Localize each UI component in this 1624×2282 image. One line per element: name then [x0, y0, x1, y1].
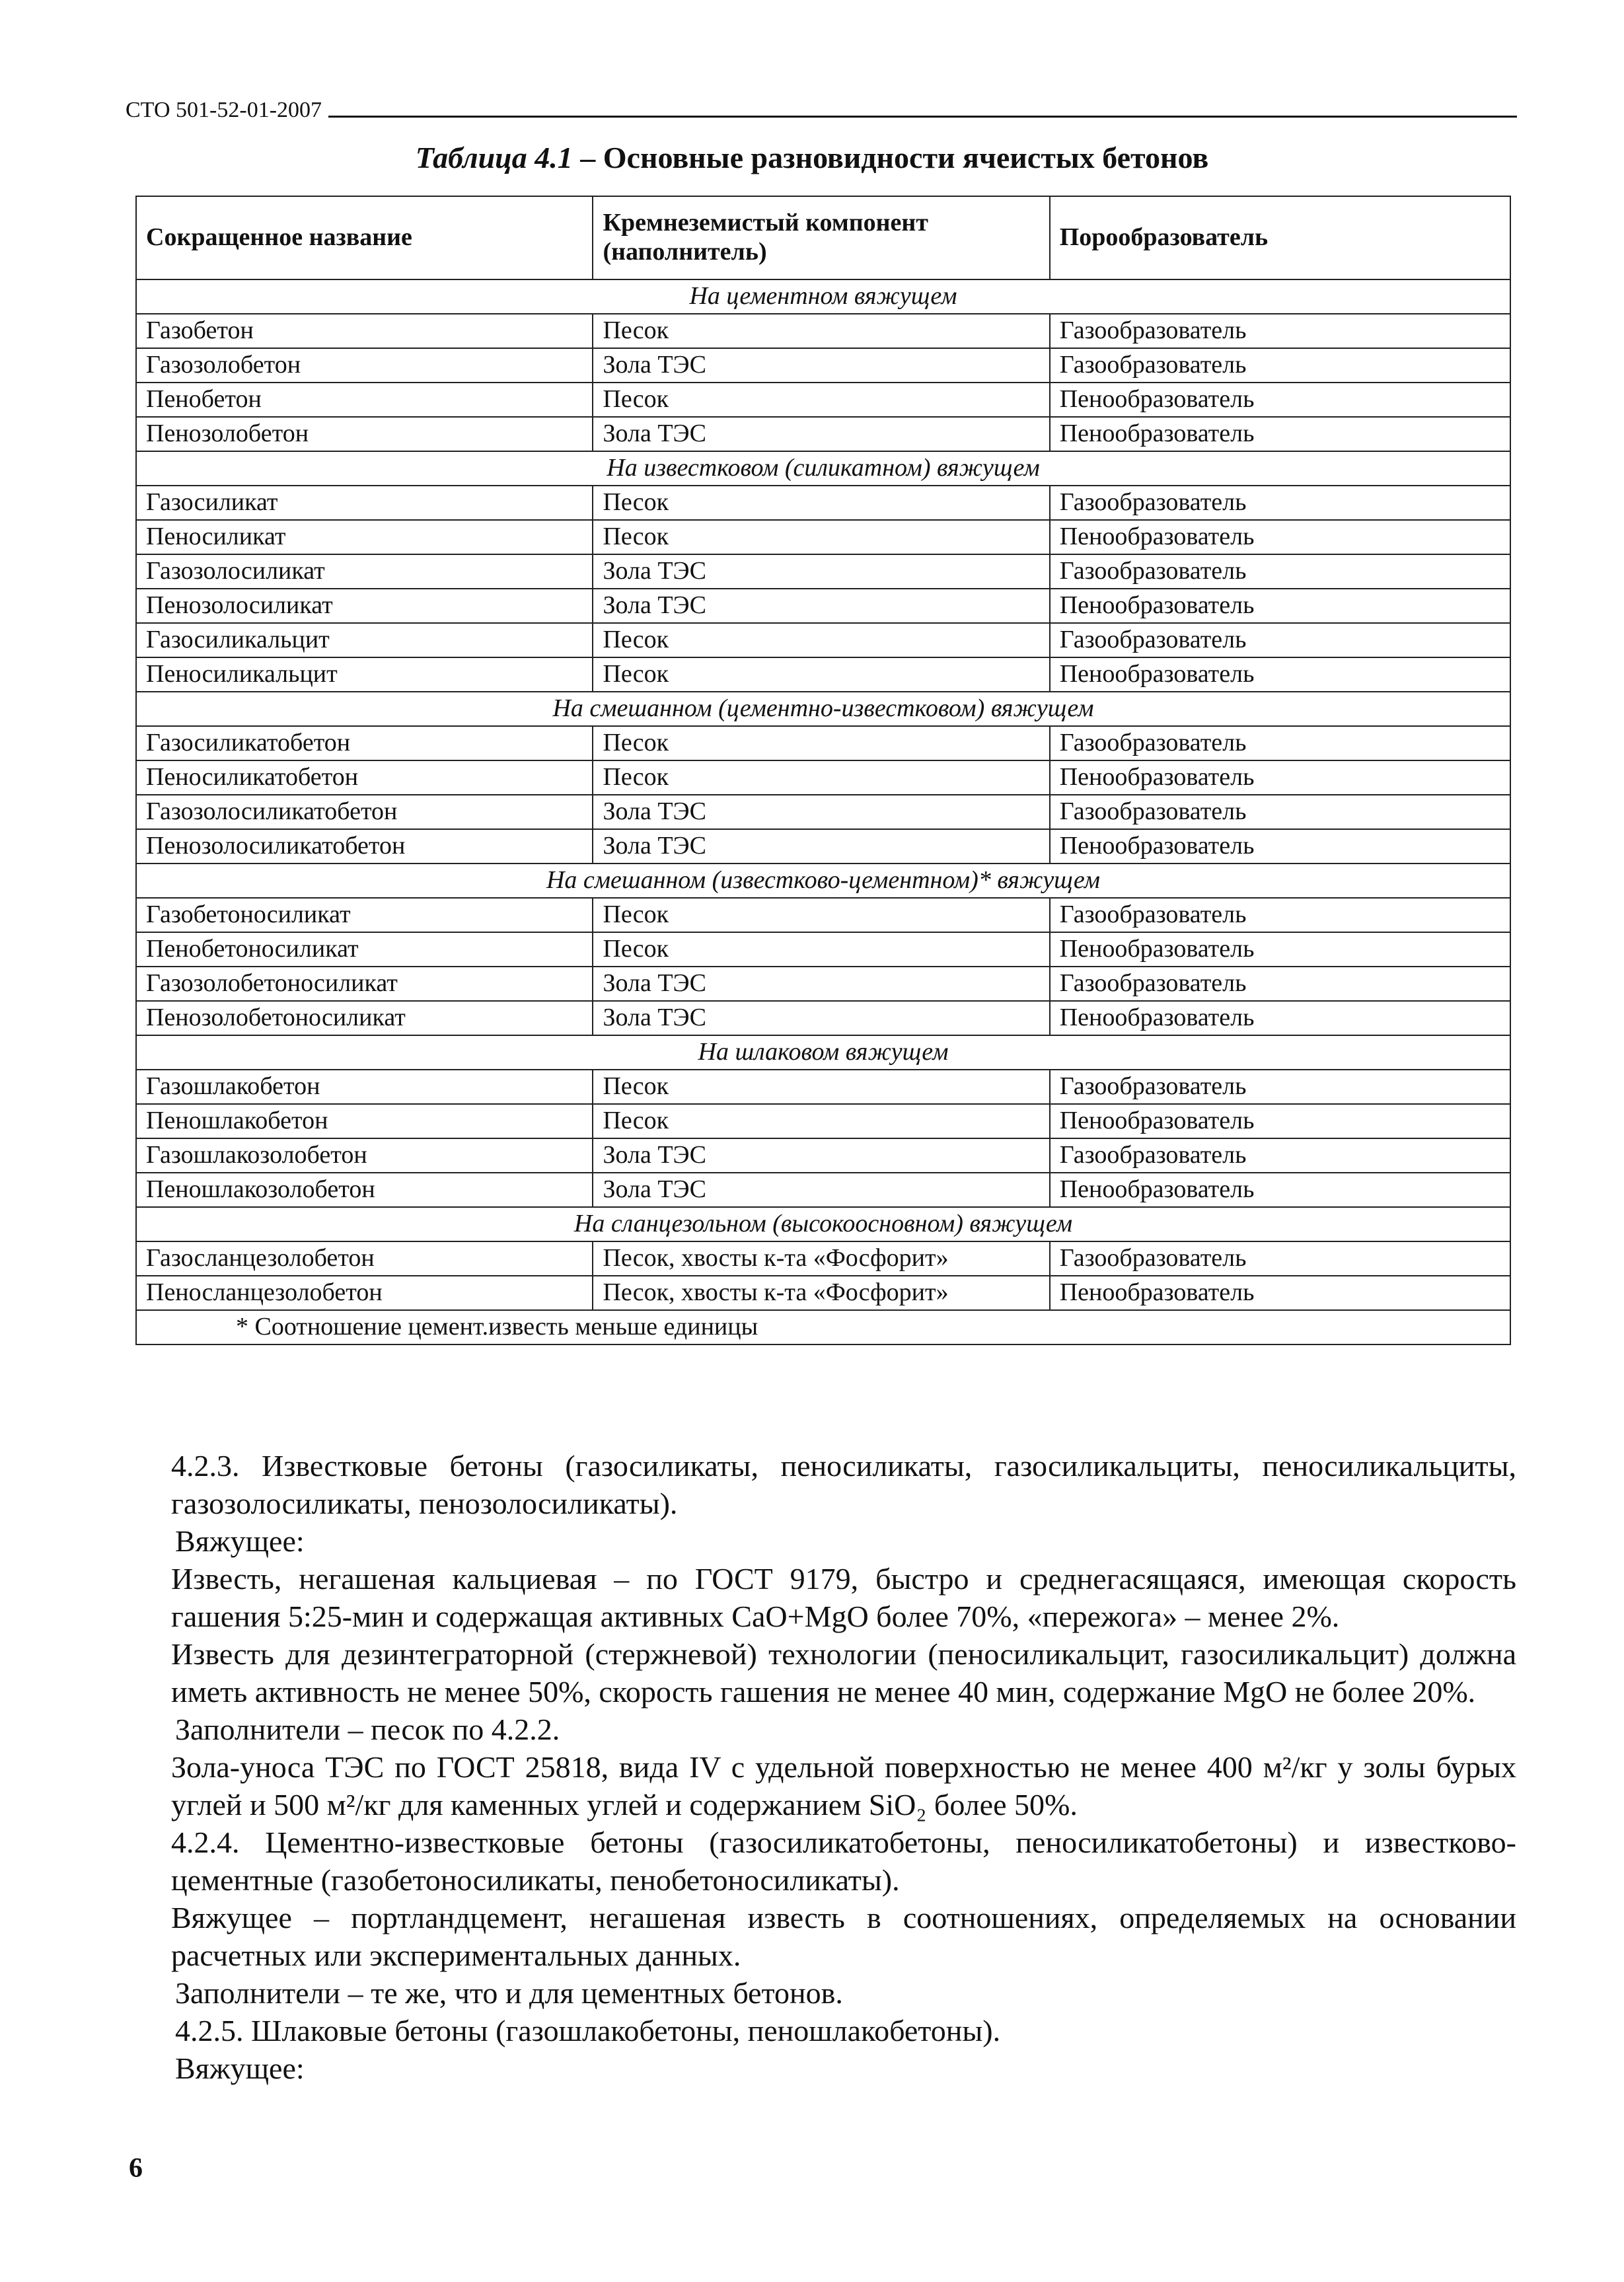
- cell-silica-component: Зола ТЭС: [593, 1001, 1049, 1035]
- cell-pore-former: Газообразователь: [1050, 1138, 1510, 1173]
- cell-silica-component: Зола ТЭС: [593, 1138, 1049, 1173]
- cell-pore-former: Пенообразователь: [1050, 932, 1510, 967]
- cell-silica-component: Зола ТЭС: [593, 348, 1049, 383]
- cell-pore-former: Газообразователь: [1050, 554, 1510, 589]
- table-row: [136, 760, 1510, 795]
- cell-short-name: Газосиликат: [136, 486, 593, 520]
- group-title: На смешанном (известково-цементном)* вяжущем: [136, 864, 1510, 898]
- cell-short-name: Газошлакозолобетон: [136, 1138, 593, 1173]
- cell-silica-component: Песок: [593, 1104, 1049, 1138]
- paragraph-lime: Известь, негашеная кальциевая – по ГОСТ 9179, быстро и среднегасящаяся, имеющая скорость гашения 5:25-мин и содержащая активных CaO+MgO более 70%, «пережога» – менее 2%.: [171, 1562, 1516, 1633]
- group-row: [136, 1207, 1510, 1241]
- cell-pore-former: Пенообразователь: [1050, 589, 1510, 623]
- cell-pore-former: Пенообразователь: [1050, 657, 1510, 692]
- paragraph-fillers-same: Заполнители – те же, что и для цементных бетонов.: [175, 1976, 843, 2010]
- cell-silica-component: Зола ТЭС: [593, 417, 1049, 451]
- cell-pore-former: Пенообразователь: [1050, 1276, 1510, 1310]
- cell-silica-component: Песок: [593, 383, 1049, 417]
- paragraph-4-2-5: 4.2.5. Шлаковые бетоны (газошлакобетоны, пеношлакобетоны).: [175, 2014, 1001, 2047]
- paragraph-fly-ash: Зола-уноса ТЭС по ГОСТ 25818, вида IV с удельной поверхностью не менее 400 м²/кг у золы бурых углей и 500 м²/кг для каменных углей и содержанием SiO₂ более 50%.: [171, 1750, 1516, 1822]
- cell-short-name: Пенозолосиликат: [136, 589, 593, 623]
- paragraph-4-2-3: 4.2.3. Известковые бетоны (газосиликаты, пеносиликаты, газосиликальциты, пеносиликальциты, газозолосиликаты, пенозолосиликаты).: [171, 1449, 1516, 1520]
- table-row: [136, 829, 1510, 864]
- table-body: [136, 279, 1510, 1344]
- table-row: [136, 348, 1510, 383]
- cell-silica-component: Песок, хвосты к-та «Фосфорит»: [593, 1276, 1049, 1310]
- group-title: На известковом (силикатном) вяжущем: [136, 451, 1510, 486]
- group-title: На смешанном (цементно-известковом) вяжущем: [136, 692, 1510, 726]
- paragraph-binder-cement-lime: Вяжущее – портландцемент, негашеная известь в соотношениях, определяемых на основании расчетных или экспериментальных данных.: [171, 1901, 1516, 1972]
- header-silica-component: Кремнеземистый компонент (наполнитель): [593, 196, 1049, 279]
- paragraph-4-2-4: 4.2.4. Цементно-известковые бетоны (газосиликатобетоны, пеносиликатобетоны) и известково-цементные (газобетоносиликаты, пенобетоносиликаты).: [171, 1825, 1516, 1897]
- table-row: [136, 589, 1510, 623]
- cell-pore-former: Газообразователь: [1050, 1241, 1510, 1276]
- table-row: [136, 1001, 1510, 1035]
- cell-short-name: Газосиликатобетон: [136, 726, 593, 760]
- paragraph-fillers: Заполнители – песок по 4.2.2.: [175, 1712, 560, 1746]
- cell-silica-component: Песок: [593, 623, 1049, 657]
- document-code: СТО 501-52-01-2007: [126, 98, 322, 122]
- group-title: На цементном вяжущем: [136, 279, 1510, 314]
- cell-short-name: Газозолобетон: [136, 348, 593, 383]
- cell-short-name: Пеношлакозолобетон: [136, 1173, 593, 1207]
- cell-silica-component: Песок: [593, 657, 1049, 692]
- header-pore-former: Порообразователь: [1050, 196, 1510, 279]
- cell-pore-former: Пенообразователь: [1050, 1001, 1510, 1035]
- cell-short-name: Пеносиликат: [136, 520, 593, 554]
- page-number: 6: [129, 2153, 143, 2184]
- cellular-concrete-table: [135, 196, 1511, 1345]
- cell-pore-former: Газообразователь: [1050, 314, 1510, 348]
- cell-pore-former: Газообразователь: [1050, 967, 1510, 1001]
- cell-short-name: Пеносиликатобетон: [136, 760, 593, 795]
- cell-silica-component: Зола ТЭС: [593, 589, 1049, 623]
- table-row: [136, 898, 1510, 932]
- page-header: [126, 98, 1517, 123]
- table-row: [136, 1241, 1510, 1276]
- table-row: [136, 554, 1510, 589]
- table-header-row: [136, 196, 1510, 279]
- table-row: [136, 314, 1510, 348]
- body-text: [171, 1447, 1516, 2087]
- paragraph-binder-label-2: Вяжущее:: [175, 2051, 305, 2085]
- cell-pore-former: Пенообразователь: [1050, 760, 1510, 795]
- table-row: [136, 383, 1510, 417]
- table-row: [136, 1173, 1510, 1207]
- cell-pore-former: Газообразователь: [1050, 348, 1510, 383]
- cell-short-name: Газосиликальцит: [136, 623, 593, 657]
- cell-silica-component: Песок: [593, 898, 1049, 932]
- cell-short-name: Газосланцезолобетон: [136, 1241, 593, 1276]
- table-row: [136, 657, 1510, 692]
- cell-silica-component: Зола ТЭС: [593, 795, 1049, 829]
- cell-pore-former: Газообразователь: [1050, 623, 1510, 657]
- cell-short-name: Пенозолобетон: [136, 417, 593, 451]
- cell-silica-component: Зола ТЭС: [593, 1173, 1049, 1207]
- cell-silica-component: Песок, хвосты к-та «Фосфорит»: [593, 1241, 1049, 1276]
- cell-silica-component: Песок: [593, 520, 1049, 554]
- cell-silica-component: Зола ТЭС: [593, 967, 1049, 1001]
- cell-pore-former: Газообразователь: [1050, 726, 1510, 760]
- cell-pore-former: Пенообразователь: [1050, 383, 1510, 417]
- cell-pore-former: Пенообразователь: [1050, 829, 1510, 864]
- table-row: [136, 1104, 1510, 1138]
- cell-pore-former: Газообразователь: [1050, 898, 1510, 932]
- table-row: [136, 1138, 1510, 1173]
- table-row: [136, 967, 1510, 1001]
- group-row: [136, 864, 1510, 898]
- paragraph-lime-disintegrator: Известь для дезинтеграторной (стержневой) технологии (пеносиликальцит, газосиликальцит) должна иметь активность не менее 50%, скорость гашения не менее 40 мин, содержание MgO не более 20%.: [171, 1637, 1516, 1709]
- cell-short-name: Газозолосиликатобетон: [136, 795, 593, 829]
- table-row: [136, 1070, 1510, 1104]
- cell-short-name: Пенобетон: [136, 383, 593, 417]
- table-row: [136, 623, 1510, 657]
- group-row: [136, 1035, 1510, 1070]
- footnote-row: [136, 1310, 1510, 1344]
- table-row: [136, 1276, 1510, 1310]
- cell-short-name: Пенозолосиликатобетон: [136, 829, 593, 864]
- paragraph-binder-label: Вяжущее:: [175, 1524, 305, 1558]
- cell-pore-former: Газообразователь: [1050, 486, 1510, 520]
- cell-silica-component: Песок: [593, 932, 1049, 967]
- cell-pore-former: Пенообразователь: [1050, 1104, 1510, 1138]
- table-caption: [0, 140, 1624, 175]
- cell-short-name: Газобетоносиликат: [136, 898, 593, 932]
- table-row: [136, 417, 1510, 451]
- cell-silica-component: Песок: [593, 1070, 1049, 1104]
- table-row: [136, 932, 1510, 967]
- cell-short-name: Пенозолобетоносиликат: [136, 1001, 593, 1035]
- cell-silica-component: Песок: [593, 314, 1049, 348]
- table-row: [136, 486, 1510, 520]
- cell-short-name: Газозолосиликат: [136, 554, 593, 589]
- cell-silica-component: Песок: [593, 726, 1049, 760]
- group-row: [136, 279, 1510, 314]
- cell-short-name: Пенобетоносиликат: [136, 932, 593, 967]
- table-row: [136, 795, 1510, 829]
- cell-short-name: Газобетон: [136, 314, 593, 348]
- table-caption-label: Таблица 4.1: [415, 141, 573, 174]
- table-row: [136, 520, 1510, 554]
- cell-silica-component: Зола ТЭС: [593, 829, 1049, 864]
- cell-pore-former: Пенообразователь: [1050, 520, 1510, 554]
- group-row: [136, 692, 1510, 726]
- table-footnote: * Соотношение цемент.известь меньше единицы: [136, 1310, 1510, 1344]
- table-row: [136, 726, 1510, 760]
- cell-pore-former: Газообразователь: [1050, 795, 1510, 829]
- cell-pore-former: Пенообразователь: [1050, 1173, 1510, 1207]
- cell-pore-former: Газообразователь: [1050, 1070, 1510, 1104]
- group-title: На шлаковом вяжущем: [136, 1035, 1510, 1070]
- cell-silica-component: Песок: [593, 760, 1049, 795]
- cell-short-name: Пеносиликальцит: [136, 657, 593, 692]
- cell-silica-component: Зола ТЭС: [593, 554, 1049, 589]
- group-row: [136, 451, 1510, 486]
- table-caption-title: – Основные разновидности ячеистых бетонов: [572, 141, 1209, 174]
- header-rule: [328, 116, 1517, 118]
- cell-short-name: Пеносланцезолобетон: [136, 1276, 593, 1310]
- cell-silica-component: Песок: [593, 486, 1049, 520]
- cell-pore-former: Пенообразователь: [1050, 417, 1510, 451]
- cell-short-name: Пеношлакобетон: [136, 1104, 593, 1138]
- group-title: На сланцезольном (высокоосновном) вяжущем: [136, 1207, 1510, 1241]
- cell-short-name: Газошлакобетон: [136, 1070, 593, 1104]
- cell-short-name: Газозолобетоносиликат: [136, 967, 593, 1001]
- header-short-name: Сокращенное название: [136, 196, 593, 279]
